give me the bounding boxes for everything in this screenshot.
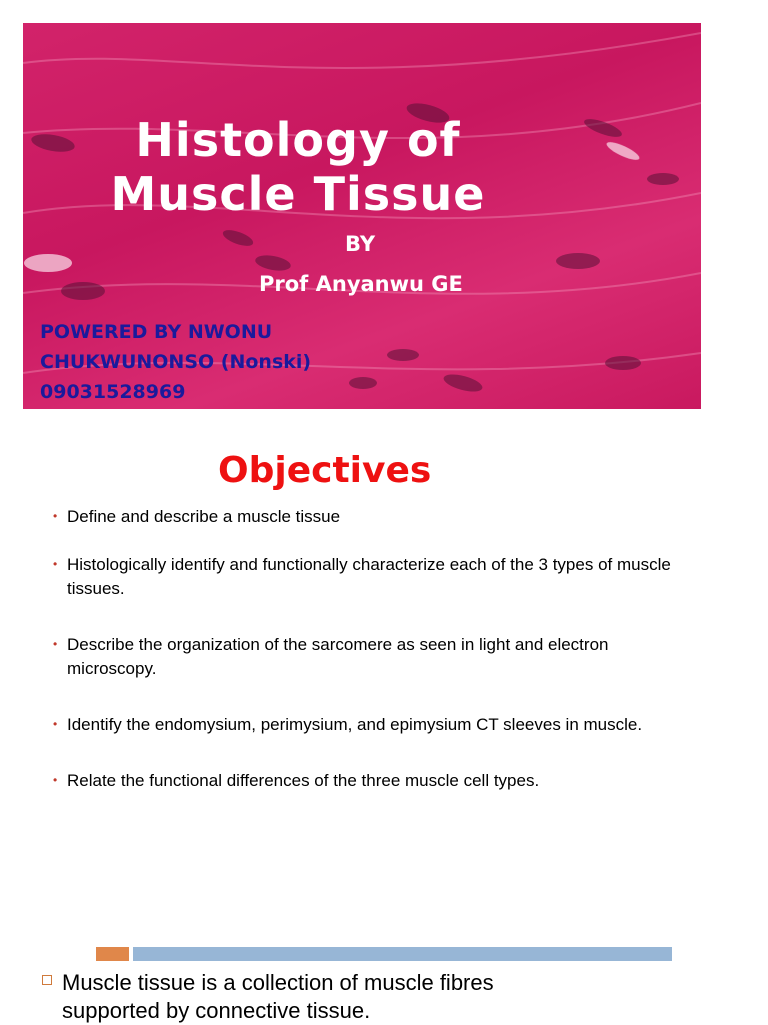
credit-line-2: CHUKWUNONSO (Nonski) <box>40 351 312 373</box>
objective-text: Relate the functional differences of the three muscle cell types. <box>67 771 540 790</box>
objective-item <box>53 633 673 681</box>
credit-line-1: POWERED BY NWONU <box>40 321 273 343</box>
objective-item <box>53 713 673 737</box>
author-name: Prof Anyanwu GE <box>259 272 463 296</box>
objective-text: Histologically identify and functionally characterize each of the 3 types of muscle tissues. <box>67 555 671 598</box>
bullet-icon: • <box>53 773 58 787</box>
objectives-heading: Objectives <box>218 450 432 491</box>
bullet-icon: • <box>53 557 58 571</box>
by-label: BY <box>345 232 376 256</box>
title-line-1: Histology of <box>135 113 461 167</box>
objective-text: Identify the endomysium, perimysium, and epimysium CT sleeves in muscle. <box>67 715 643 734</box>
objective-text: Define and describe a muscle tissue <box>67 507 341 526</box>
bullet-icon: • <box>53 637 58 651</box>
objectives-list <box>53 505 673 793</box>
objective-item <box>53 505 673 529</box>
accent-bar-orange <box>96 947 129 961</box>
objective-item <box>53 553 673 601</box>
objectives-slide <box>23 430 701 850</box>
slide-title <box>83 113 513 221</box>
title-slide <box>23 23 701 409</box>
slide3-bullet-text <box>62 969 682 1025</box>
objective-item <box>53 769 673 793</box>
objective-text: Describe the organization of the sarcomere as seen in light and electron microscopy. <box>67 635 609 678</box>
bullet-icon: • <box>53 717 58 731</box>
credit-block <box>40 317 311 407</box>
slide3-line-1: Muscle tissue is a collection of muscle fibres <box>62 970 494 995</box>
square-bullet-icon <box>42 975 52 985</box>
credit-line-3: 09031528969 <box>40 381 186 403</box>
slide3-line-2: supported by connective tissue. <box>62 998 371 1023</box>
bullet-icon: • <box>53 509 58 523</box>
accent-bar-blue <box>133 947 672 961</box>
title-line-2: Muscle Tissue <box>110 167 486 221</box>
